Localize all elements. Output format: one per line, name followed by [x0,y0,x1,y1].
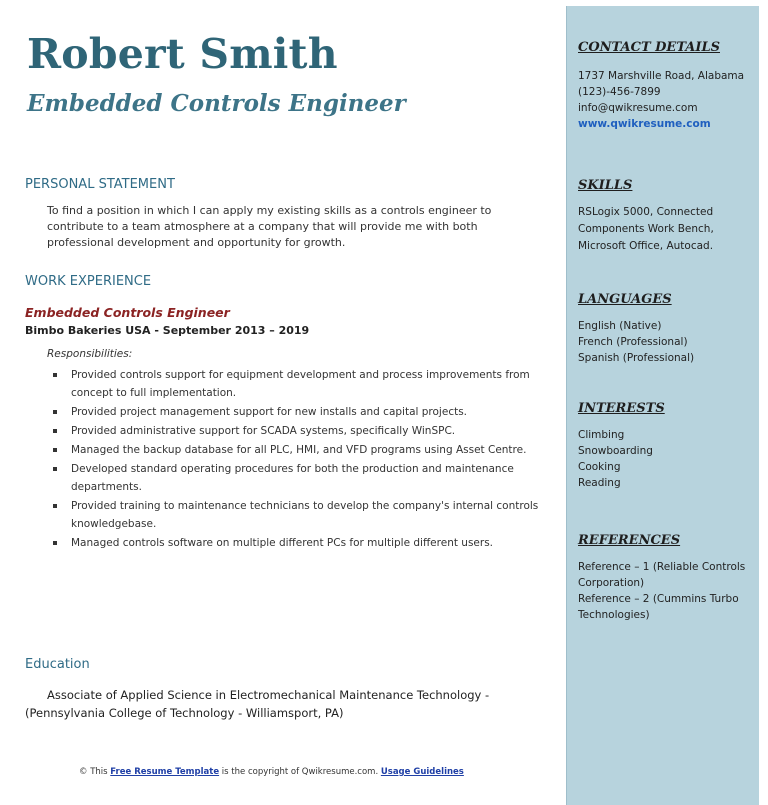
list-item: Climbing [578,429,625,441]
list-item: Managed controls software on multiple different PCs for multiple different users. [53,534,541,552]
resume-sidebar [566,6,759,805]
contact-phone: (123)-456-7899 [578,86,661,98]
candidate-title: Embedded Controls Engineer [27,90,406,117]
contact-heading: CONTACT DETAILS [578,40,720,55]
contact-details [578,68,754,132]
list-item: Spanish (Professional) [578,352,695,364]
skills-heading: SKILLS [578,178,633,193]
contact-address: 1737 Marshville Road, Alabama [578,70,745,82]
list-item: Provided project management support for new installs and capital projects. [53,403,541,421]
languages-heading: LANGUAGES [578,292,672,307]
list-item: English (Native) [578,320,662,332]
skills-text: RSLogix 5000, Connected Components Work Bench, Microsoft Office, Autocad. [578,206,714,252]
free-resume-template-link[interactable]: Free Resume Template [110,767,220,777]
job-role: Embedded Controls Engineer [25,305,230,320]
references-list [578,559,750,623]
list-item: Provided controls support for equipment development and process improvements from concept to full implementation. [53,366,541,402]
list-item: Managed the backup database for all PLC, HMI, and VFD programs using Asset Centre. [53,441,541,459]
list-item: Snowboarding [578,445,653,457]
job-company-dates: Bimbo Bakeries USA - September 2013 – 2019 [25,324,310,337]
list-item: Developed standard operating procedures for both the production and maintenance departments. [53,460,541,496]
contact-website-link[interactable]: www.qwikresume.com [578,118,711,130]
interests-heading: INTERESTS [578,401,665,416]
contact-email[interactable]: info@qwikresume.com [578,102,698,114]
footer-middle: is the copyright of Qwikresume.com. [219,767,381,777]
usage-guidelines-link[interactable]: Usage Guidelines [380,767,464,777]
list-item: Cooking [578,461,621,473]
list-item: Reference – 1 (Reliable Controls Corporation) [578,561,746,589]
education-text: Associate of Applied Science in Electromechanical Maintenance Technology - (Pennsylvania College of Technology - Williamsport, PA) [25,688,490,720]
personal-statement-heading: PERSONAL STATEMENT [25,177,175,192]
references-heading: REFERENCES [578,533,681,548]
responsibilities-label: Responsibilities: [47,348,133,360]
languages-list [578,318,754,366]
responsibilities-list [53,366,541,553]
personal-statement-text: To find a position in which I can apply my existing skills as a controls engineer to contribute to a team atmosphere at a company that will provide me with both professional development and opportunity for growth. [47,204,492,249]
list-item: Reference – 2 (Cummins Turbo Technologies) [578,593,739,621]
education-heading: Education [25,657,90,672]
list-item: Reading [578,477,621,489]
copyright-footer [79,767,464,777]
candidate-name: Robert Smith [27,30,338,78]
list-item: Provided administrative support for SCADA systems, specifically WinSPC. [53,422,541,440]
list-item: French (Professional) [578,336,688,348]
work-experience-heading: WORK EXPERIENCE [25,274,152,289]
interests-list [578,427,754,491]
footer-prefix: © This [79,767,111,777]
list-item: Provided training to maintenance technicians to develop the company's internal controls knowledgebase. [53,497,541,533]
